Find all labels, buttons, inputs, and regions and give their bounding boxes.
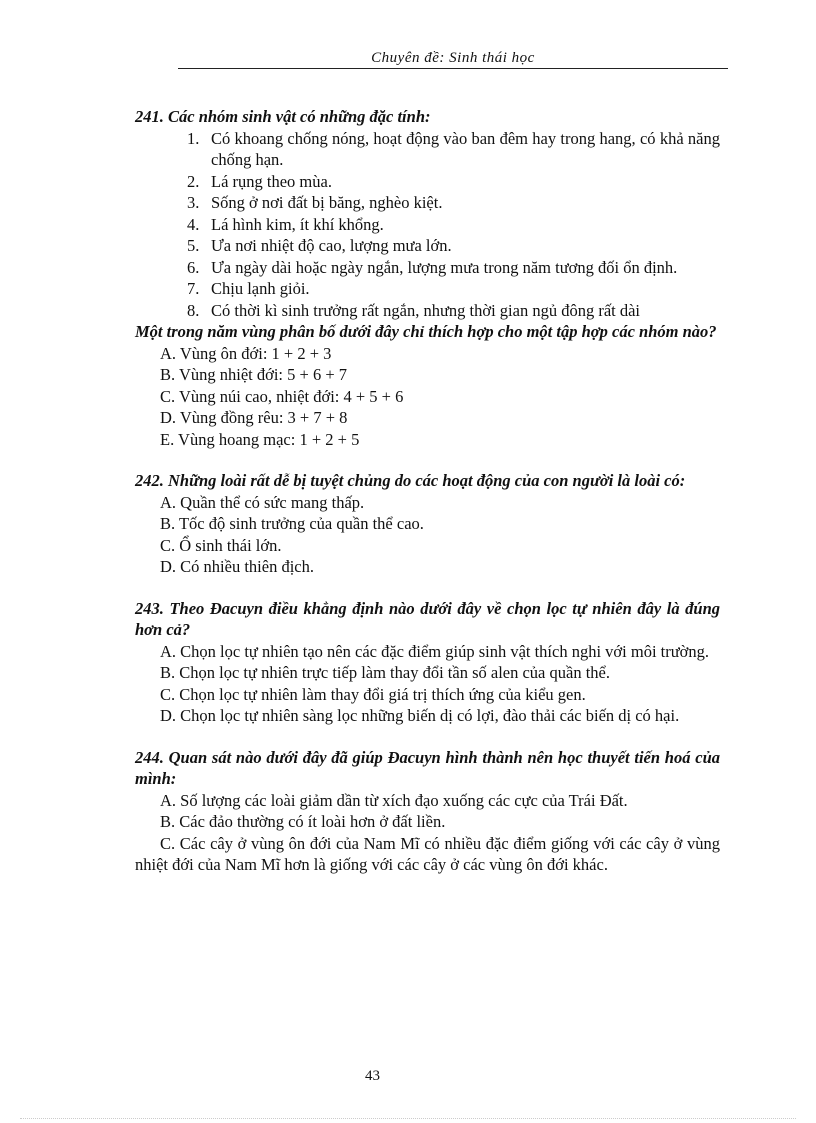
question-title: 241. Các nhóm sinh vật có những đặc tính: [135, 107, 431, 126]
page-number: 43 [365, 1068, 380, 1084]
answer-option: B. Vùng nhiệt đới: 5 + 6 + 7 [160, 365, 347, 384]
answer-option: A. Chọn lọc tự nhiên tạo nên các đặc điểm giúp sinh vật thích nghi với môi trường. [160, 641, 710, 661]
item-text: Có khoang chống nóng, hoạt động vào ban đêm hay trong hang, có khả năng chống hạn. [211, 128, 720, 169]
answer-option: C. Ổ sinh thái lớn. [160, 535, 282, 555]
item-text: Ưa ngày dài hoặc ngày ngắn, lượng mưa trong năm tương đối ổn định. [211, 257, 678, 277]
page-header-title: Chuyên đề: Sinh thái học [371, 50, 535, 66]
list-item [135, 214, 720, 236]
list-item [135, 257, 720, 279]
list-item [135, 300, 720, 322]
item-number: 8. [187, 300, 200, 320]
list-item [135, 235, 720, 257]
item-number: 1. [187, 128, 200, 148]
item-text: Có thời kì sinh trưởng rất ngắn, nhưng thời gian ngủ đông rất dài [211, 300, 641, 320]
answer-option: A. Số lượng các loài giảm dần từ xích đạo xuống các cực của Trái Đất. [160, 790, 628, 810]
item-text: Chịu lạnh giỏi. [211, 279, 310, 298]
item-number: 3. [187, 193, 200, 212]
item-number: 6. [187, 257, 200, 277]
answer-option: C. Chọn lọc tự nhiên làm thay đổi giá trị thích ứng của kiểu gen. [160, 684, 586, 704]
question-prompt: Một trong năm vùng phân bố dưới đây chỉ thích hợp cho một tập hợp các nhóm nào? [135, 322, 717, 341]
question-title: 242. Những loài rất dễ bị tuyệt chủng do các hoạt động của con người là loài có: [135, 471, 686, 490]
list-item [135, 128, 720, 171]
item-text: Lá hình kim, ít khí khổng. [211, 214, 384, 234]
answer-option: E. Vùng hoang mạc: 1 + 2 + 5 [160, 429, 360, 449]
list-item [135, 171, 720, 193]
answer-option: D. Vùng đồng rêu: 3 + 7 + 8 [160, 408, 348, 427]
item-number: 4. [187, 214, 200, 234]
question-242 [135, 470, 720, 578]
answer-option: C. Các cây ở vùng ôn đới của Nam Mĩ có nhiều đặc điểm giống với các cây ở vùng nhiệt đới của Nam Mĩ hơn là giống với các cây ở các vùng ôn đới khác. [135, 833, 720, 874]
item-number: 2. [187, 171, 200, 191]
item-number: 7. [187, 279, 200, 298]
page-content [135, 106, 720, 876]
question-243 [135, 598, 720, 727]
question-title: 244. Quan sát nào dưới đây đã giúp Đacuyn hình thành nên học thuyết tiến hoá của mình: [135, 747, 720, 788]
item-text: Sống ở nơi đất bị băng, nghèo kiệt. [211, 193, 443, 212]
page-bottom-border [20, 1118, 796, 1119]
question-244 [135, 747, 720, 876]
answer-option: D. Chọn lọc tự nhiên sàng lọc những biến dị có lợi, đào thải các biến dị có hại. [160, 706, 680, 725]
answer-option: A. Quần thể có sức mang thấp. [160, 492, 365, 512]
item-text: Ưa nơi nhiệt độ cao, lượng mưa lớn. [211, 236, 452, 255]
answer-option: B. Tốc độ sinh trưởng của quần thể cao. [160, 514, 424, 533]
item-text: Lá rụng theo mùa. [211, 171, 332, 191]
answer-option: D. Có nhiều thiên địch. [160, 557, 314, 576]
question-title: 243. Theo Đacuyn điều khẳng định nào dưới đây về chọn lọc tự nhiên đây là đúng hơn cả? [135, 598, 720, 639]
answer-option: A. Vùng ôn đới: 1 + 2 + 3 [160, 343, 332, 363]
answer-option: B. Các đảo thường có ít loài hơn ở đất liền. [160, 812, 446, 831]
question-241 [135, 106, 720, 450]
answer-option: B. Chọn lọc tự nhiên trực tiếp làm thay đổi tần số alen của quần thể. [160, 663, 610, 682]
list-item [135, 278, 720, 300]
trait-list [135, 128, 720, 322]
list-item [135, 192, 720, 214]
item-number: 5. [187, 236, 200, 255]
header-rule [178, 68, 728, 69]
answer-option: C. Vùng núi cao, nhiệt đới: 4 + 5 + 6 [160, 386, 404, 406]
